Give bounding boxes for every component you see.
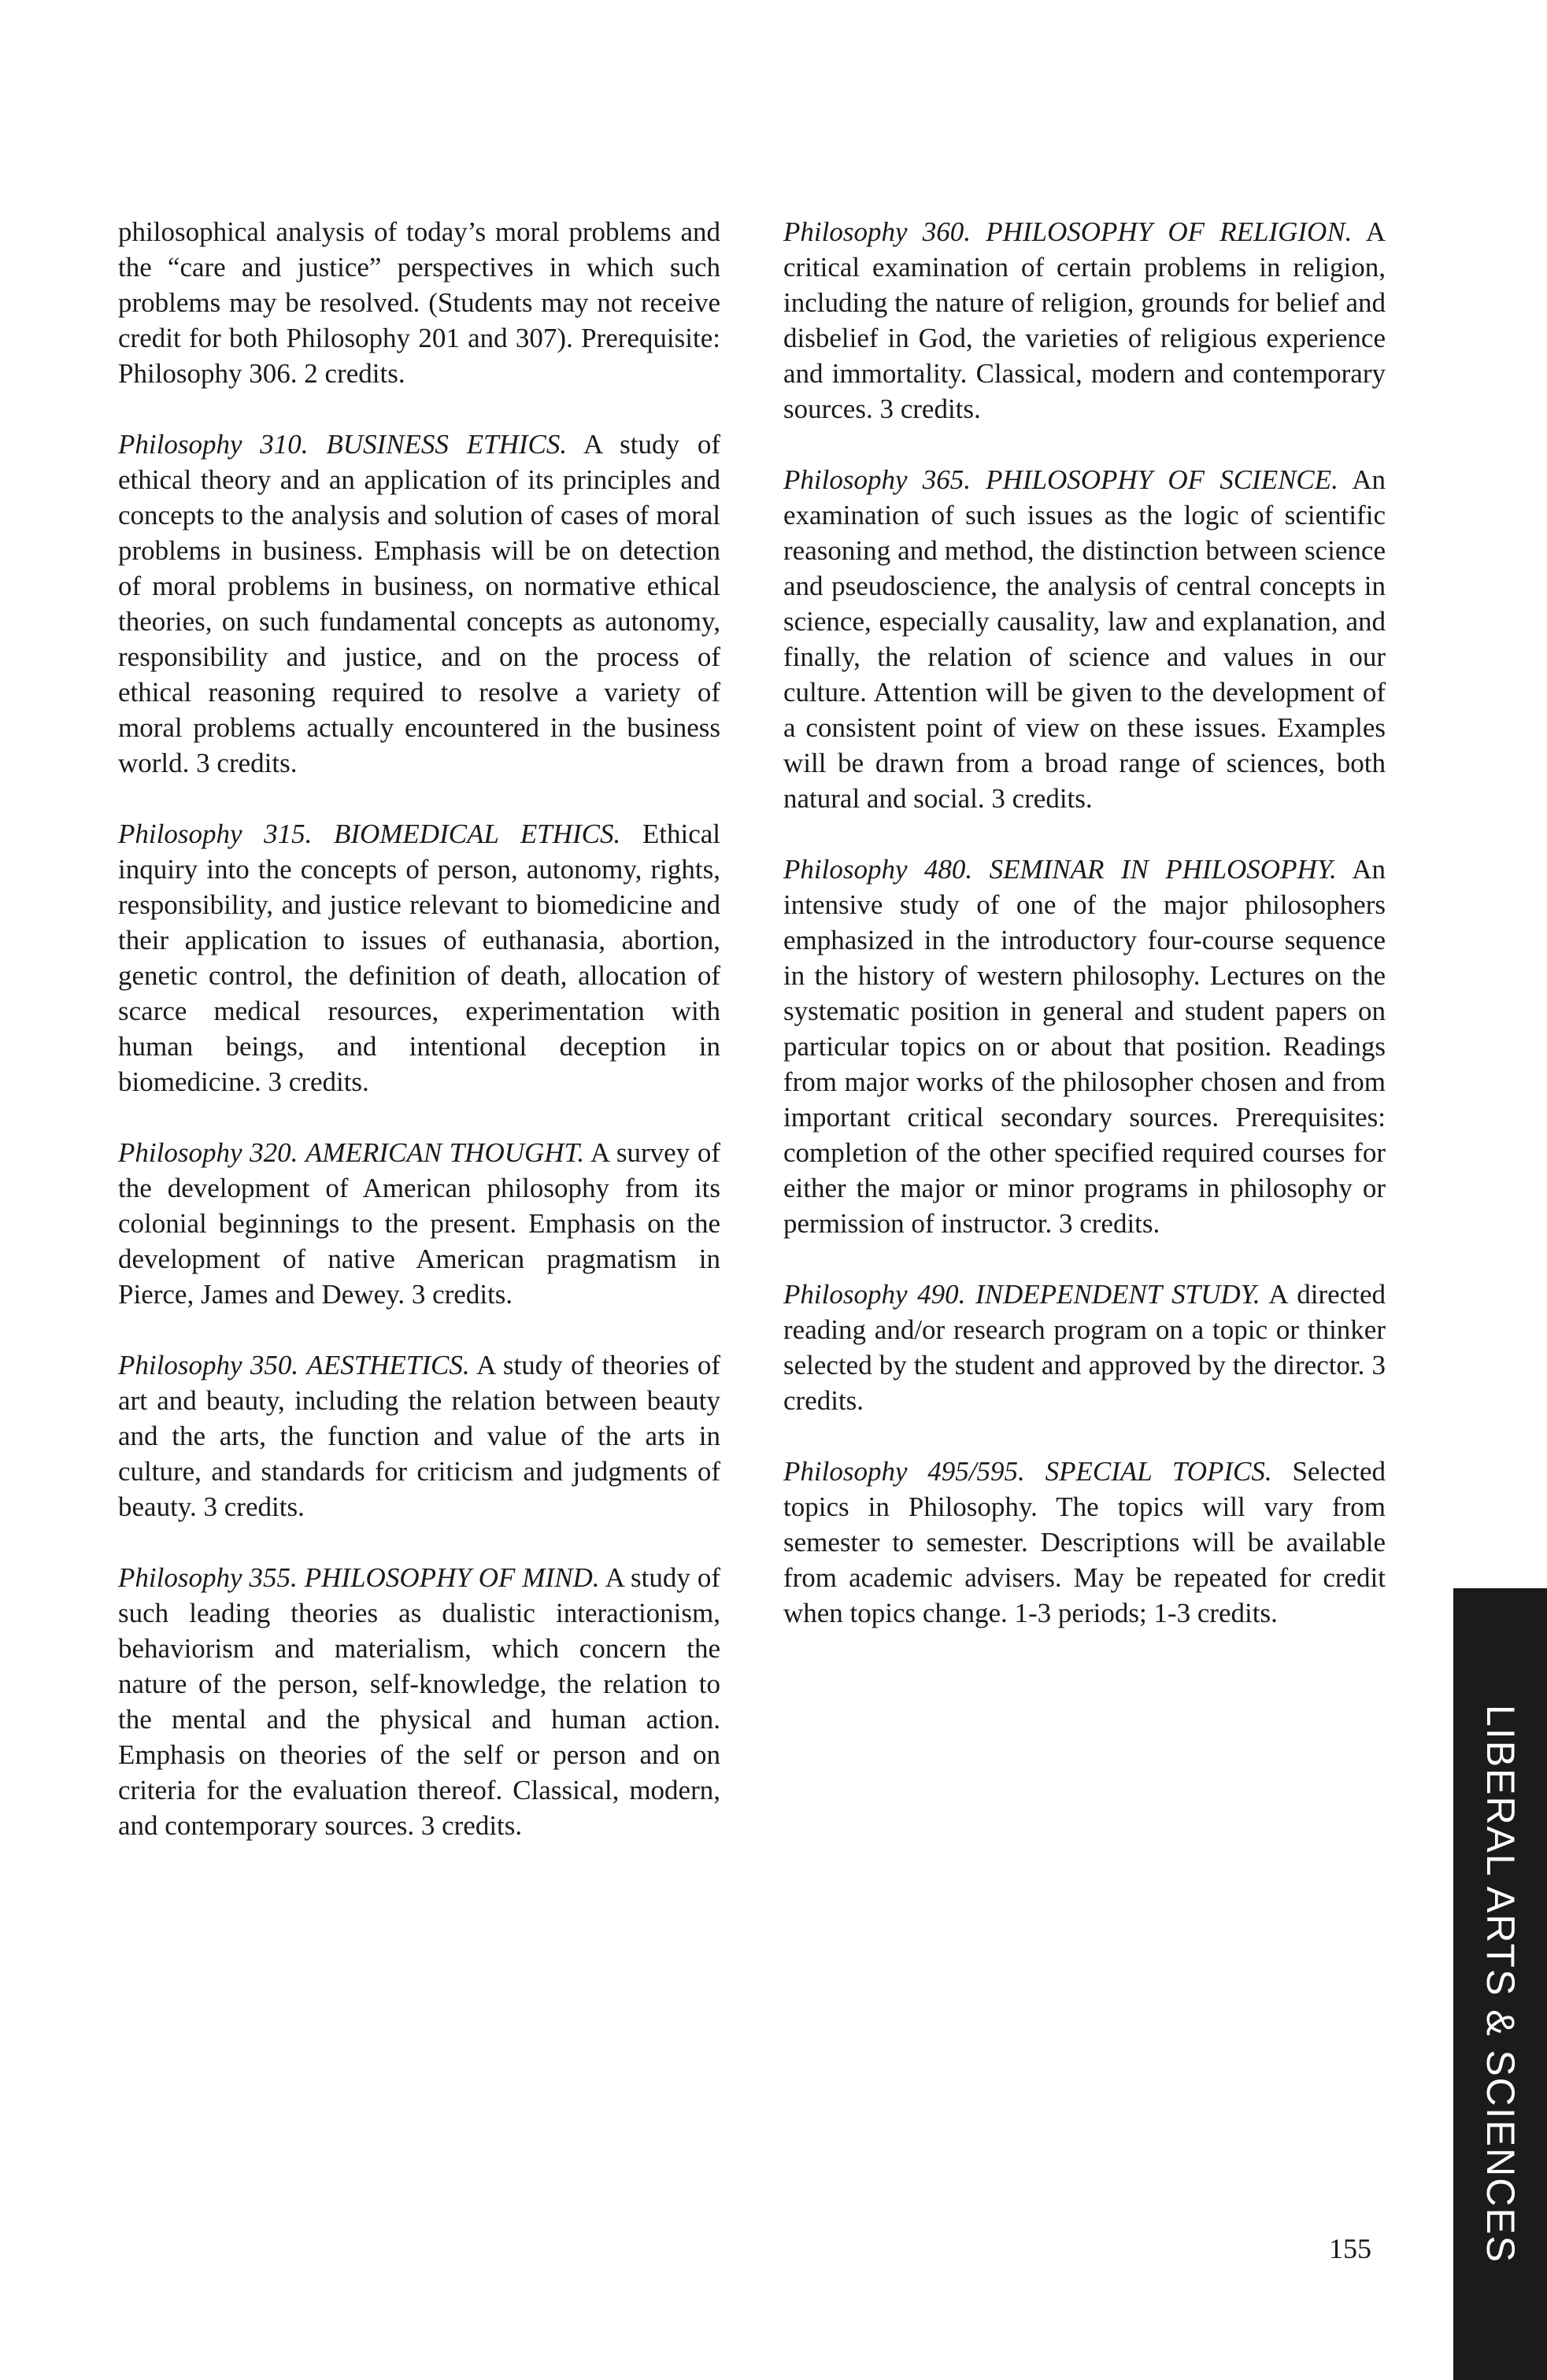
course-description: An examination of such issues as the logic of scientific reasoning and method, the distinction between science and pseudoscience, the analysis of central concepts in science, especially causality, law and explanation, and finally, the relation of science and values in our culture. Attention will be given to the development of a consistent point of view on these issues. Examples will be drawn from a broad range of sciences, both natural and social. 3 credits. <box>783 464 1386 814</box>
continuation-text: philosophical analysis of today’s moral problems and the “care and justice” perspectives in which such problems may be resolved. (Students may not receive credit for both Philosophy 201 and 307). Prerequisite: Philosophy 306. 2 credits. <box>118 216 720 389</box>
course-number: Philosophy 480. <box>783 854 973 885</box>
course-entry <box>118 1347 720 1524</box>
course-description: Selected topics in Philosophy. The topics will vary from semester to semester. Descriptions will be available from academic advisers. May be repeated for credit when topics change. 1-3 periods; 1-3 credits. <box>783 1456 1386 1628</box>
course-title: AMERICAN THOUGHT. <box>305 1137 585 1168</box>
course-entry <box>783 1454 1386 1631</box>
course-number: Philosophy 490. <box>783 1279 966 1310</box>
course-title: BUSINESS ETHICS. <box>326 429 568 460</box>
left-column <box>118 214 720 1879</box>
course-title: PHILOSOPHY OF RELIGION. <box>986 216 1353 247</box>
course-number: Philosophy 310. <box>118 429 309 460</box>
course-entry <box>118 816 720 1099</box>
course-number: Philosophy 365. <box>783 464 971 495</box>
course-entry <box>118 1560 720 1843</box>
course-entry <box>783 214 1386 427</box>
course-description: Ethical inquiry into the concepts of person, autonomy, rights, responsibility, and justice relevant to biomedicine and their application to issues of euthanasia, abortion, genetic control, the definition of death, allocation of scarce medical resources, experimentation with human beings, and intentional deception in biomedicine. 3 credits. <box>118 819 720 1097</box>
course-title: SEMINAR IN PHILOSOPHY. <box>989 854 1337 885</box>
course-number: Philosophy 350. <box>118 1350 299 1380</box>
course-entry <box>118 1135 720 1312</box>
course-title: AESTHETICS. <box>306 1350 470 1380</box>
right-column <box>783 214 1386 1666</box>
course-entry <box>783 462 1386 816</box>
course-description: A study of theories of art and beauty, including the relation between beauty and the arts, the function and value of the arts in culture, and standards for criticism and judgments of beauty. 3 credits. <box>118 1350 721 1522</box>
course-title: PHILOSOPHY OF MIND. <box>304 1562 600 1593</box>
course-description: A directed reading and/or research program on a topic or thinker selected by the student and approved by the director. 3 credits. <box>783 1279 1386 1416</box>
course-description: A study of such leading theories as dualistic interactionism, behaviorism and materialism, which concern the nature of the person, self-knowledge, the relation to the mental and the physical and human action. Emphasis on theories of the self or person and on criteria for the evaluation thereof. Classical, modern, and contemporary sources. 3 credits. <box>118 1562 720 1841</box>
course-title: PHILOSOPHY OF SCIENCE. <box>986 464 1338 495</box>
course-number: Philosophy 355. <box>118 1562 298 1593</box>
course-entry <box>783 852 1386 1241</box>
section-side-tab <box>1453 1588 1547 2380</box>
continuation-paragraph <box>118 214 720 391</box>
course-number: Philosophy 360. <box>783 216 971 247</box>
course-number: Philosophy 320. <box>118 1137 298 1168</box>
course-description: A study of ethical theory and an application of its principles and concepts to the analysis and solution of cases of moral problems in business. Emphasis will be on detection of moral problems in business, on normative ethical theories, on such fundamental concepts as autonomy, responsibility and justice, and on the process of ethical reasoning required to resolve a variety of moral problems actually encountered in the business world. 3 credits. <box>118 429 721 778</box>
course-entry <box>783 1277 1386 1418</box>
course-description: A critical examination of certain problems in religion, including the nature of religion, grounds for belief and disbelief in God, the varieties of religious experience and immortality. Classical, modern and contemporary sources. 3 credits. <box>783 216 1386 424</box>
course-entry <box>118 427 720 781</box>
section-tab-label: LIBERAL ARTS & SCIENCES <box>1478 1704 1523 2264</box>
course-title: INDEPENDENT STUDY. <box>975 1279 1260 1310</box>
page-number: 155 <box>1329 2233 1371 2264</box>
course-number: Philosophy 495/595. <box>783 1456 1025 1487</box>
course-title: SPECIAL TOPICS. <box>1045 1456 1272 1487</box>
course-title: BIOMEDICAL ETHICS. <box>333 819 621 849</box>
course-description: An intensive study of one of the major philosophers emphasized in the introductory four-course sequence in the history of western philosophy. Lectures on the systematic position in general and student papers on particular topics on or about that position. Readings from major works of the philosopher chosen and from important critical secondary sources. Prerequisites: completion of the other specified required courses for either the major or minor programs in philosophy or permission of instructor. 3 credits. <box>783 854 1386 1239</box>
course-number: Philosophy 315. <box>118 819 313 849</box>
course-description: A survey of the development of American philosophy from its colonial beginnings to the present. Emphasis on the development of native American pragmatism in Pierce, James and Dewey. 3 credits. <box>118 1137 721 1310</box>
